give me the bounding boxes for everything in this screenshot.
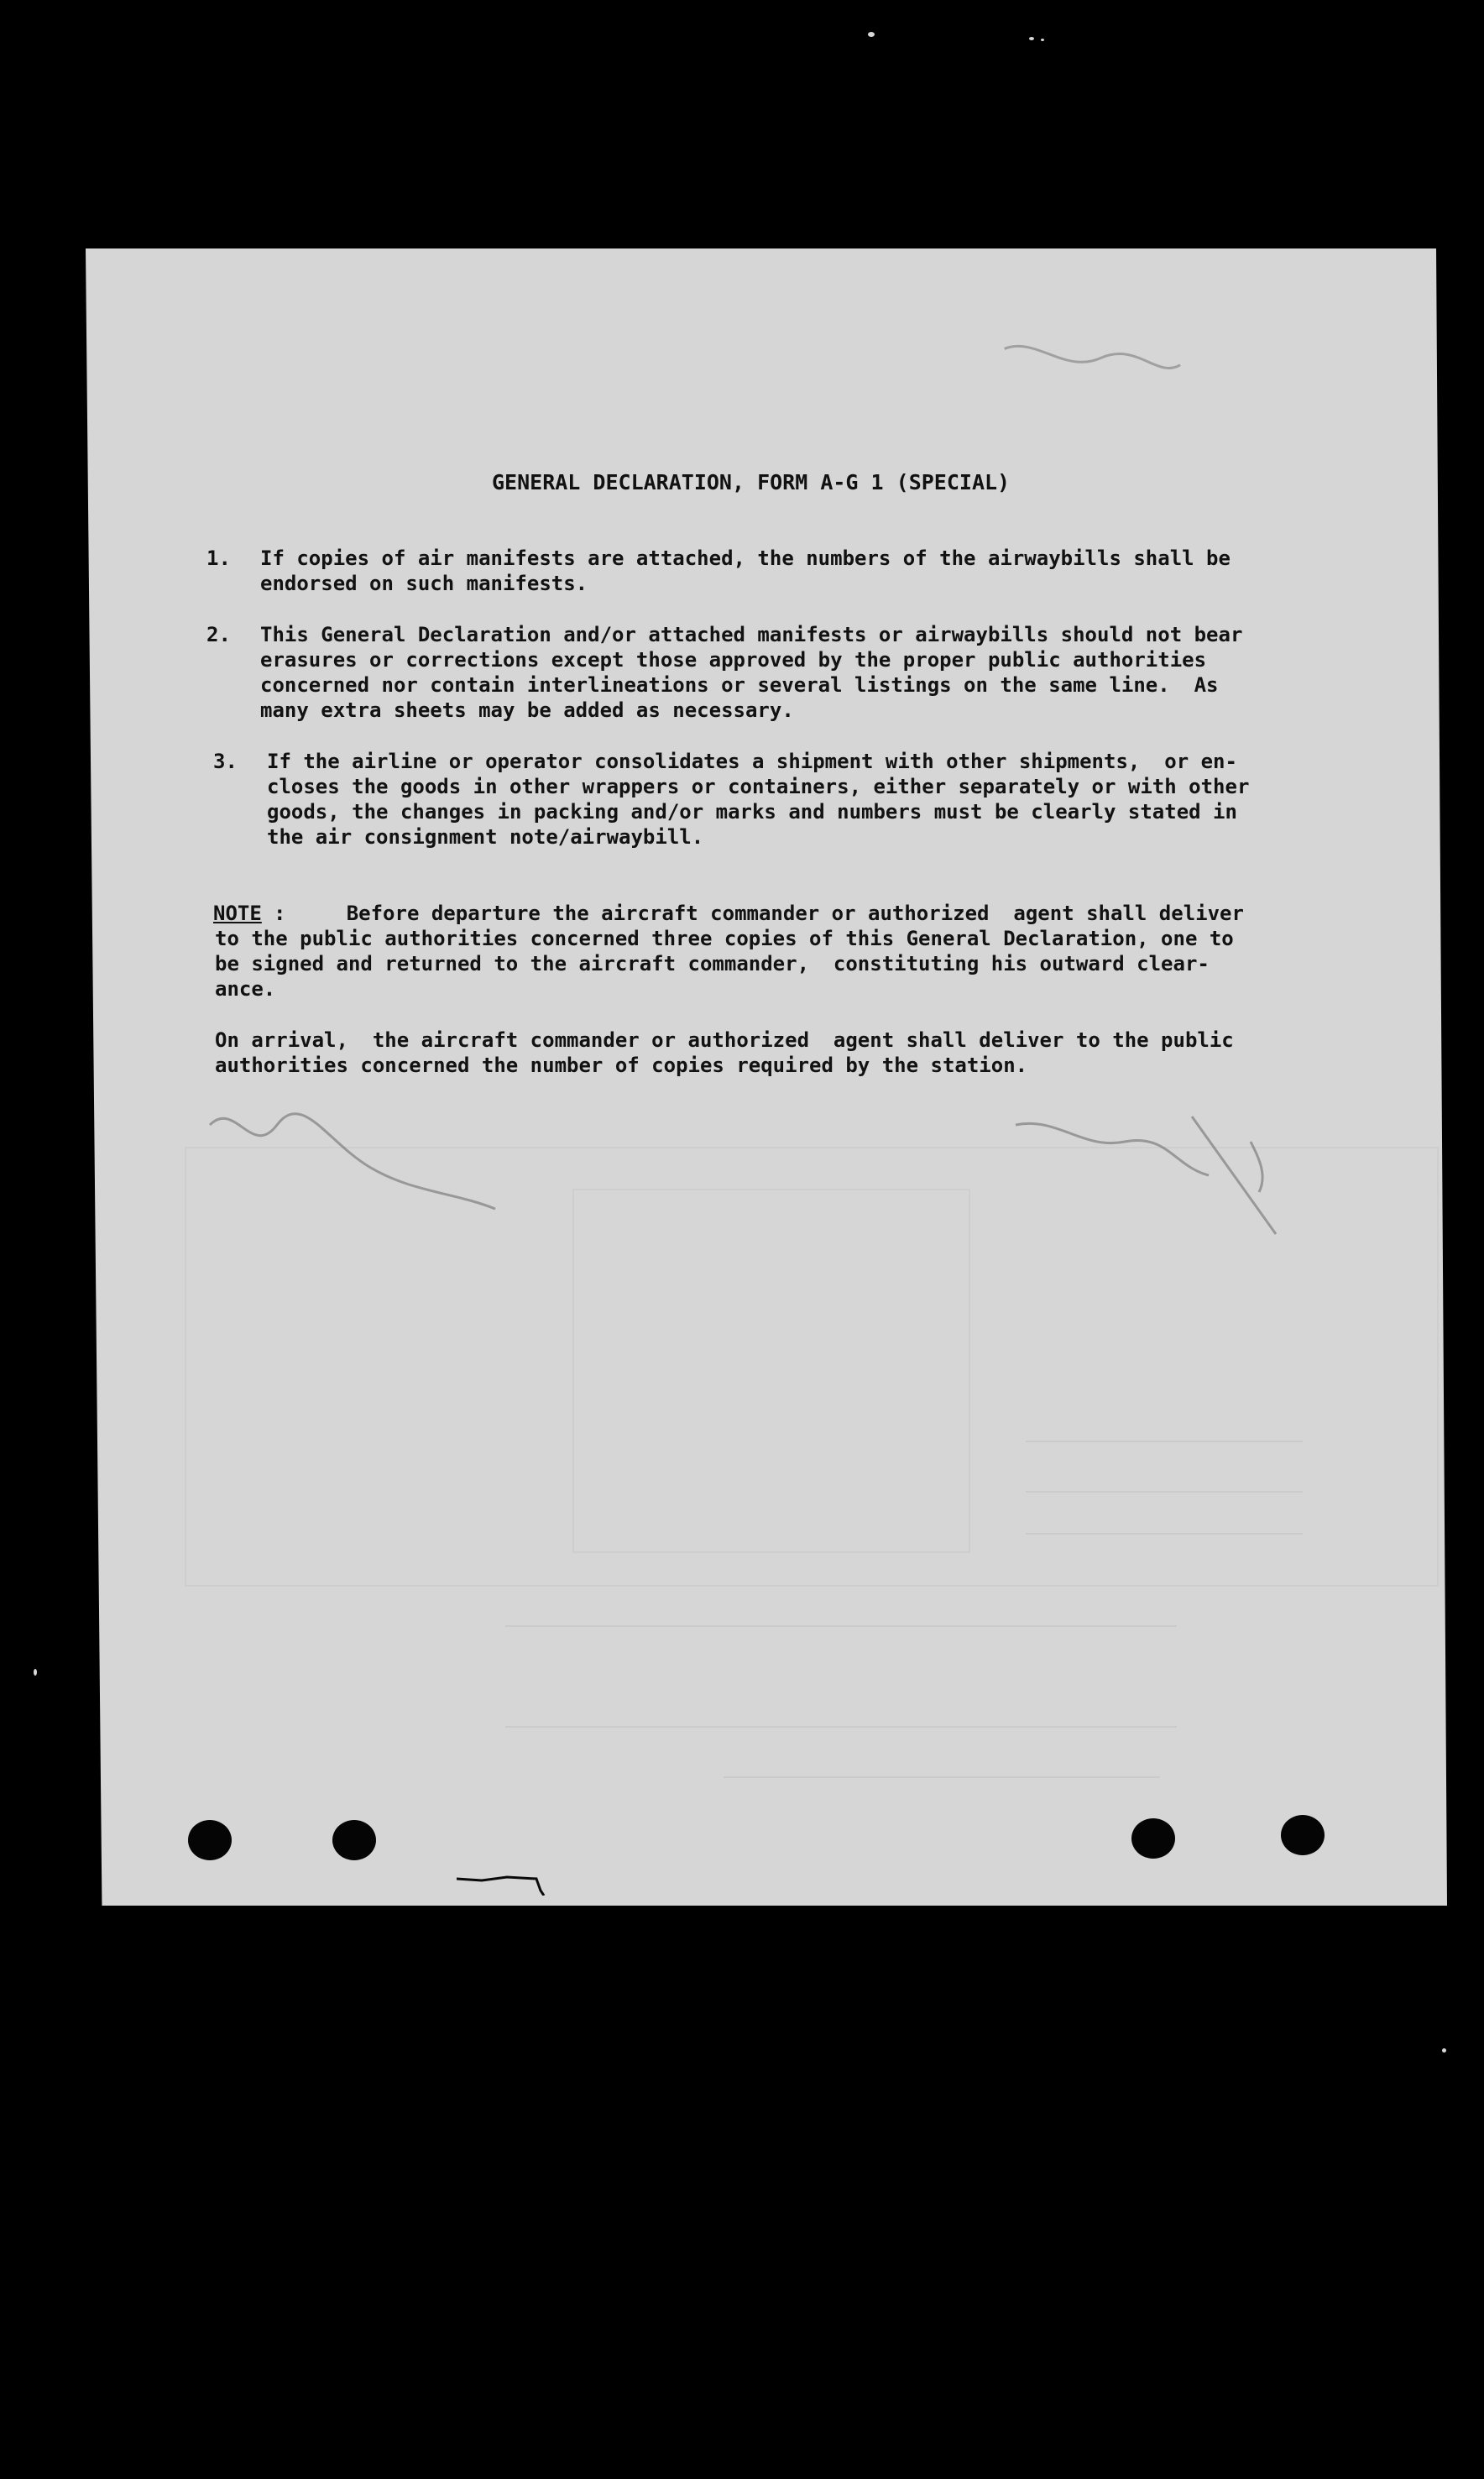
item-number: 2.	[206, 623, 231, 646]
note-line: ance.	[215, 977, 276, 1001]
item-line: This General Declaration and/or attached manifests or airwaybills should not bear	[260, 623, 1243, 646]
punch-hole	[332, 1820, 376, 1860]
punch-hole	[1281, 1815, 1325, 1855]
item-line: If copies of air manifests are attached, the numbers of the airwaybills shall be	[260, 547, 1231, 570]
form-title: GENERAL DECLARATION, FORM A-G 1 (SPECIAL)	[492, 470, 1011, 494]
item-line: concerned nor contain interlineations or several listings on the same line. As	[260, 673, 1219, 697]
item-line: closes the goods in other wrappers or containers, either separately or with other	[267, 775, 1250, 798]
dust-speck	[1029, 37, 1034, 40]
note-line: to the public authorities concerned three copies of this General Declaration, one to	[215, 927, 1234, 950]
note-line: : Before departure the aircraft commander or authorized agent shall deliver	[274, 902, 1244, 925]
bleed-through-line	[505, 1726, 1177, 1728]
dust-speck	[1041, 39, 1044, 41]
bleed-through-line	[1026, 1491, 1303, 1493]
punch-hole	[188, 1820, 232, 1860]
bleed-through-box	[572, 1189, 970, 1553]
bleed-through-line	[1026, 1441, 1303, 1442]
bleed-through-line	[724, 1776, 1160, 1778]
pencil-mark	[201, 1091, 504, 1234]
item-line: erasures or corrections except those approved by the proper public authorities	[260, 648, 1207, 672]
item-number: 1.	[206, 547, 231, 570]
item-number: 3.	[213, 750, 238, 773]
note-label: NOTE	[213, 902, 262, 925]
item-line: endorsed on such manifests.	[260, 572, 588, 595]
pencil-scribble-icon	[201, 1091, 504, 1226]
item-line: many extra sheets may be added as necessary.	[260, 698, 794, 722]
bleed-through-line	[505, 1625, 1177, 1627]
paper-tear	[457, 1874, 549, 1896]
dust-speck	[868, 32, 875, 37]
dust-speck	[34, 1669, 37, 1676]
bleed-through-line	[1026, 1533, 1303, 1535]
arrival-line: On arrival, the aircraft commander or authorized agent shall deliver to the public	[215, 1028, 1234, 1052]
dust-speck	[1442, 2048, 1446, 2053]
pencil-scribble-icon	[1007, 1091, 1293, 1242]
item-line: goods, the changes in packing and/or marks and numbers must be clearly stated in	[267, 800, 1237, 824]
pencil-mark	[1007, 1091, 1293, 1251]
arrival-line: authorities concerned the number of copies required by the station.	[215, 1054, 1028, 1077]
item-line: the air consignment note/airwaybill.	[267, 825, 704, 849]
punch-hole	[1131, 1818, 1175, 1859]
note-line: be signed and returned to the aircraft commander, constituting his outward clear-	[215, 952, 1210, 975]
item-line: If the airline or operator consolidates a shipment with other shipments, or en-	[267, 750, 1237, 773]
